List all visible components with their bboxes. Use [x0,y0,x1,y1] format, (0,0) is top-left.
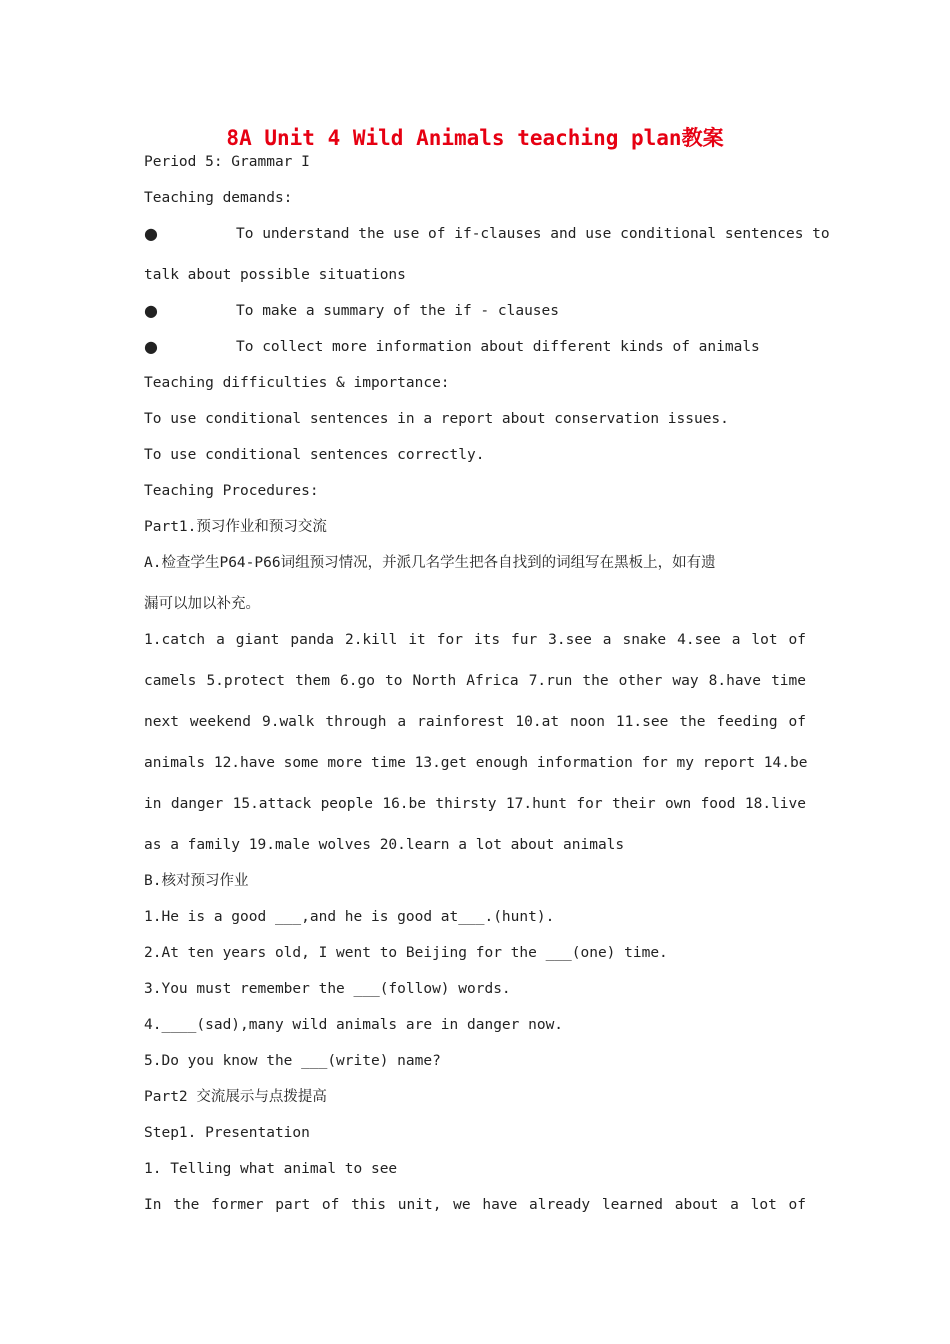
difficulties-heading: Teaching difficulties & importance: [144,375,450,391]
phrase-line: animals 12.have some more time 13.get enough information for my report 14.be [144,755,808,771]
paragraph-line: In the former part of this unit, we have already learned about a lot of [144,1197,806,1213]
part1-heading: Part1.预习作业和预习交流 [144,519,327,535]
part2-heading: Part2 交流展示与点拨提高 [144,1089,327,1105]
document-body [144,150,830,1229]
exercise-item: 5.Do you know the ___(write) name? [144,1053,441,1069]
exercise-item: 1.He is a good ___,and he is good at___.(hunt). [144,909,555,925]
part1-a-line: A.检查学生P64-P66词组预习情况，并派几名学生把各自找到的词组写在黑板上，如有遗 [144,555,716,571]
bullet-item [144,299,806,335]
period-line: Period 5: Grammar I [144,154,310,170]
step1-heading: Step1. Presentation [144,1125,310,1141]
bullet-continuation: talk about possible situations [144,267,406,283]
phrase-line: as a family 19.male wolves 20.learn a lot about animals [144,837,625,853]
difficulty-item: To use conditional sentences in a report about conservation issues. [144,411,729,427]
bullet-item [144,222,830,263]
phrase-line: camels 5.protect them 6.go to North Africa 7.run the other way 8.have time [144,673,806,689]
exercise-item: 4.____(sad),many wild animals are in danger now. [144,1017,564,1033]
phrase-line: next weekend 9.walk through a rainforest 10.at noon 11.see the feeding of [144,714,806,730]
bullet-icon: ● [144,224,158,243]
bullet-item [144,335,806,371]
exercise-item: 3.You must remember the ___(follow) words. [144,981,511,997]
document-title: 8A Unit 4 Wild Animals teaching plan教案 [226,126,724,150]
bullet-text: To understand the use of if-clauses and use conditional sentences to [236,226,830,242]
bullet-text: To collect more information about different kinds of animals [236,339,760,355]
exercise-item: 2.At ten years old, I went to Beijing for the ___(one) time. [144,945,668,961]
bullet-text: To make a summary of the if - clauses [236,303,560,319]
difficulty-item: To use conditional sentences correctly. [144,447,485,463]
part1-b-heading: B.核对预习作业 [144,873,249,889]
demands-heading: Teaching demands: [144,190,293,206]
bullet-icon: ● [144,301,158,320]
bullet-icon: ● [144,337,158,356]
phrase-line: 1.catch a giant panda 2.kill it for its fur 3.see a snake 4.see a lot of [144,632,806,648]
step1-item: 1. Telling what animal to see [144,1161,398,1177]
phrase-line: in danger 15.attack people 16.be thirsty 17.hunt for their own food 18.live [144,796,806,812]
procedures-heading: Teaching Procedures: [144,483,319,499]
part1-a-continuation: 漏可以加以补充。 [144,596,260,612]
